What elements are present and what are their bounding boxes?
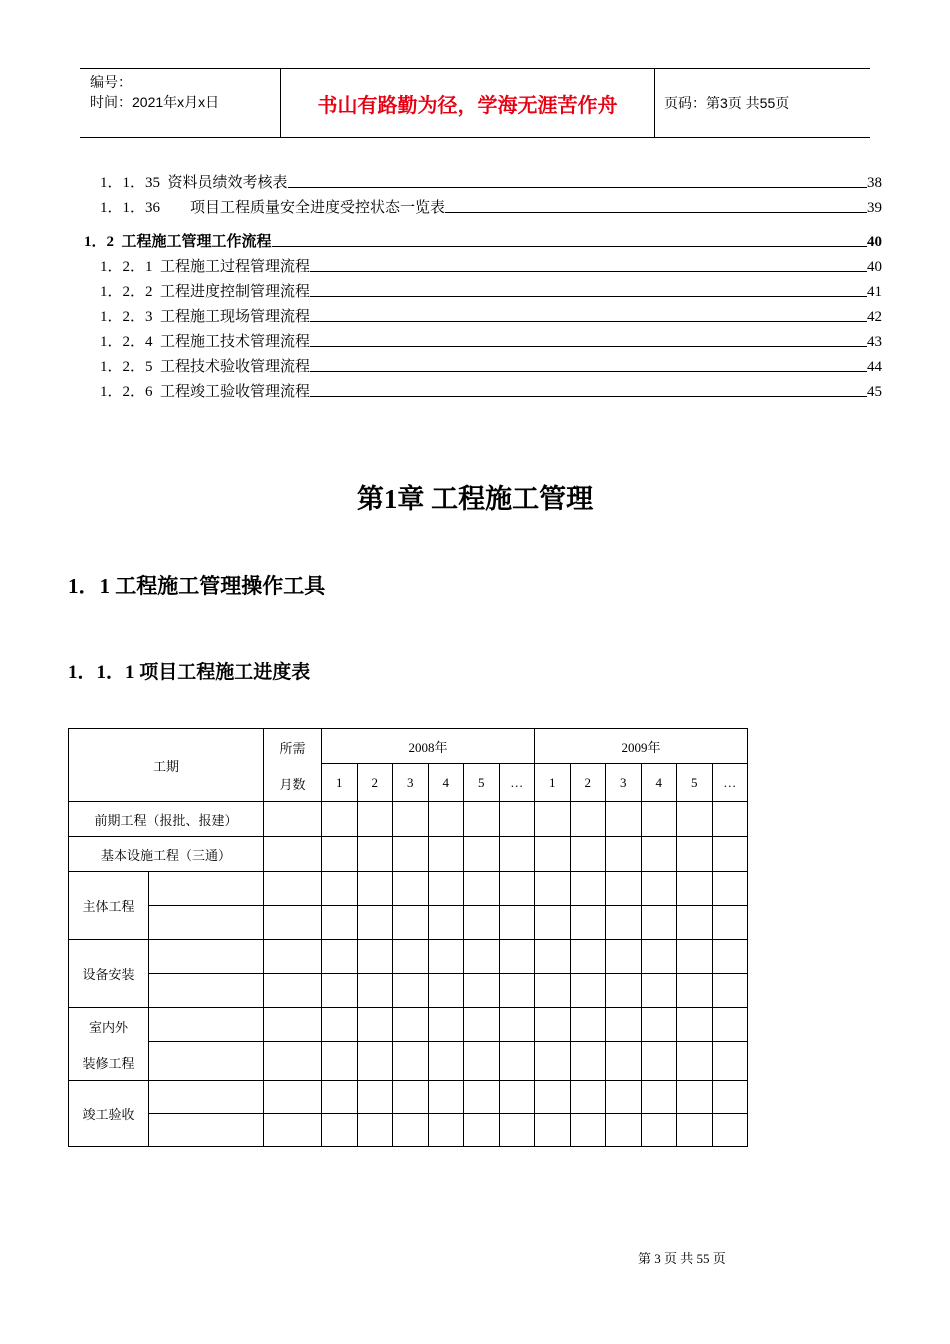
- grid-cell[interactable]: [641, 906, 677, 940]
- grid-cell[interactable]: [393, 1114, 429, 1147]
- toc-leader: [310, 371, 867, 372]
- grid-cell[interactable]: [677, 974, 713, 1008]
- grid-cell[interactable]: [464, 906, 500, 940]
- month-header: 3: [606, 764, 642, 802]
- toc-entry-text: 1．1．36 项目工程质量安全进度受控状态一览表: [100, 200, 446, 216]
- grid-cell[interactable]: [535, 1114, 571, 1147]
- sub-item-cell[interactable]: [149, 1008, 264, 1042]
- month-header: 2: [357, 764, 393, 802]
- sub-item-cell[interactable]: [149, 974, 264, 1008]
- grid-cell[interactable]: [677, 1081, 713, 1114]
- table-row: [69, 940, 748, 974]
- grid-cell[interactable]: [357, 1114, 393, 1147]
- table-row: [69, 837, 748, 872]
- grid-cell[interactable]: [641, 802, 677, 837]
- grid-cell[interactable]: [535, 974, 571, 1008]
- grid-cell[interactable]: [535, 1081, 571, 1114]
- table-row: [69, 1081, 748, 1114]
- grid-cell[interactable]: [712, 837, 748, 872]
- grid-cell[interactable]: [428, 940, 464, 974]
- table-row: [69, 872, 748, 906]
- toc-entry-page: 40: [867, 259, 882, 275]
- table-row: [69, 906, 748, 940]
- grid-cell[interactable]: [641, 974, 677, 1008]
- sub-item-cell[interactable]: [149, 940, 264, 974]
- toc-entry-page: 38: [867, 175, 882, 191]
- toc-leader: [445, 212, 867, 213]
- grid-cell[interactable]: [322, 872, 358, 906]
- months-cell[interactable]: [264, 1114, 322, 1147]
- row-label-equipment: 设备安装: [69, 940, 149, 1008]
- month-header: 1: [535, 764, 571, 802]
- grid-cell[interactable]: [428, 974, 464, 1008]
- grid-cell[interactable]: [677, 906, 713, 940]
- grid-cell[interactable]: [641, 872, 677, 906]
- toc-leader: [288, 187, 867, 188]
- grid-cell[interactable]: [570, 802, 606, 837]
- grid-cell[interactable]: [677, 802, 713, 837]
- row-label-main-structure: 主体工程: [69, 872, 149, 940]
- grid-cell[interactable]: [464, 940, 500, 974]
- toc-entry-text: 1．2 工程施工管理工作流程: [84, 234, 272, 250]
- schedule-table: [68, 728, 748, 1147]
- grid-cell[interactable]: [570, 974, 606, 1008]
- table-row: [69, 974, 748, 1008]
- grid-cell[interactable]: [322, 906, 358, 940]
- months-needed-header: [264, 729, 322, 802]
- toc-leader: [310, 271, 867, 272]
- grid-cell[interactable]: [357, 872, 393, 906]
- grid-cell[interactable]: [535, 837, 571, 872]
- grid-cell[interactable]: [535, 1008, 571, 1042]
- grid-cell[interactable]: [428, 802, 464, 837]
- grid-cell[interactable]: [322, 1081, 358, 1114]
- grid-cell[interactable]: [322, 1042, 358, 1081]
- grid-cell[interactable]: [641, 1042, 677, 1081]
- months-cell[interactable]: [264, 1081, 322, 1114]
- toc-leader: [310, 296, 867, 297]
- grid-cell[interactable]: [393, 1081, 429, 1114]
- grid-cell[interactable]: [606, 1042, 642, 1081]
- grid-cell[interactable]: [357, 1042, 393, 1081]
- grid-cell[interactable]: [428, 1042, 464, 1081]
- grid-cell[interactable]: [464, 1008, 500, 1042]
- year-2009-header: 2009年: [535, 729, 748, 764]
- grid-cell[interactable]: [570, 1081, 606, 1114]
- grid-cell[interactable]: [322, 1008, 358, 1042]
- grid-cell[interactable]: [322, 837, 358, 872]
- month-header: 4: [428, 764, 464, 802]
- grid-cell[interactable]: [499, 1042, 535, 1081]
- grid-cell[interactable]: [677, 1114, 713, 1147]
- grid-cell[interactable]: [641, 1081, 677, 1114]
- grid-cell[interactable]: [606, 1114, 642, 1147]
- toc-leader: [310, 321, 867, 322]
- header-time: 时间：2021年x月x日: [90, 94, 220, 110]
- grid-cell[interactable]: [499, 872, 535, 906]
- toc-entry[interactable]: [84, 229, 882, 251]
- grid-cell[interactable]: [570, 872, 606, 906]
- month-header: 5: [677, 764, 713, 802]
- grid-cell[interactable]: [570, 1008, 606, 1042]
- row-label-infrastructure: 基本设施工程（三通）: [69, 837, 264, 872]
- grid-cell[interactable]: [712, 802, 748, 837]
- months-cell[interactable]: [264, 1008, 322, 1042]
- grid-cell[interactable]: [464, 1042, 500, 1081]
- month-header: …: [499, 764, 535, 802]
- grid-cell[interactable]: [393, 974, 429, 1008]
- toc-entry-page: 45: [867, 384, 882, 400]
- months-cell[interactable]: [264, 802, 322, 837]
- grid-cell[interactable]: [499, 906, 535, 940]
- month-header: 5: [464, 764, 500, 802]
- grid-cell[interactable]: [641, 1114, 677, 1147]
- months-cell[interactable]: [264, 872, 322, 906]
- grid-cell[interactable]: [499, 1008, 535, 1042]
- grid-cell[interactable]: [712, 872, 748, 906]
- table-row: [69, 1114, 748, 1147]
- grid-cell[interactable]: [464, 1114, 500, 1147]
- grid-cell[interactable]: [428, 1114, 464, 1147]
- toc-entry-page: 42: [867, 309, 882, 325]
- toc-entry[interactable]: [100, 329, 882, 351]
- grid-cell[interactable]: [535, 906, 571, 940]
- toc-entry-page: 44: [867, 359, 882, 375]
- grid-cell[interactable]: [535, 872, 571, 906]
- grid-cell[interactable]: [606, 940, 642, 974]
- grid-cell[interactable]: [428, 906, 464, 940]
- grid-cell[interactable]: [357, 940, 393, 974]
- grid-cell[interactable]: [570, 906, 606, 940]
- month-header: 1: [322, 764, 358, 802]
- grid-cell[interactable]: [464, 802, 500, 837]
- grid-cell[interactable]: [322, 802, 358, 837]
- grid-cell[interactable]: [428, 872, 464, 906]
- grid-cell[interactable]: [357, 974, 393, 1008]
- grid-cell[interactable]: [393, 1042, 429, 1081]
- grid-cell[interactable]: [428, 837, 464, 872]
- grid-cell[interactable]: [393, 906, 429, 940]
- grid-cell[interactable]: [357, 802, 393, 837]
- toc-entry-page: 41: [867, 284, 882, 300]
- toc-entry-text: 1．1．35 资料员绩效考核表: [100, 175, 288, 191]
- table-row: [69, 802, 748, 837]
- toc-entry[interactable]: [100, 354, 882, 376]
- decoration-line1: 室内外: [88, 1019, 128, 1035]
- grid-cell[interactable]: [428, 1081, 464, 1114]
- grid-cell[interactable]: [322, 1114, 358, 1147]
- sub-item-cell[interactable]: [149, 1114, 264, 1147]
- grid-cell[interactable]: [499, 1114, 535, 1147]
- grid-cell[interactable]: [712, 1042, 748, 1081]
- sub-item-cell[interactable]: [149, 906, 264, 940]
- grid-cell[interactable]: [535, 1042, 571, 1081]
- decoration-line2: 装修工程: [82, 1055, 135, 1071]
- grid-cell[interactable]: [677, 940, 713, 974]
- grid-cell[interactable]: [606, 837, 642, 872]
- months-cell[interactable]: [264, 837, 322, 872]
- sub-item-cell[interactable]: [149, 872, 264, 906]
- toc-entry-text: 1．2．5 工程技术验收管理流程: [100, 359, 311, 375]
- row-label-preliminary: 前期工程（报批、报建）: [69, 802, 264, 837]
- grid-cell[interactable]: [606, 872, 642, 906]
- year-2008-header: 2008年: [322, 729, 535, 764]
- toc-entry-text: 1．2．2 工程进度控制管理流程: [100, 284, 311, 300]
- grid-cell[interactable]: [357, 1008, 393, 1042]
- header-page-info: 页码：第3页 共55页: [664, 95, 790, 111]
- sub-item-cell[interactable]: [149, 1081, 264, 1114]
- toc-entry-page: 39: [867, 200, 882, 216]
- grid-cell[interactable]: [570, 1042, 606, 1081]
- grid-cell[interactable]: [499, 940, 535, 974]
- header-motto: 书山有路勤为径，学海无涯苦作舟: [317, 94, 618, 117]
- grid-cell[interactable]: [393, 1008, 429, 1042]
- months-cell[interactable]: [264, 974, 322, 1008]
- grid-cell[interactable]: [499, 802, 535, 837]
- toc-entry[interactable]: [100, 254, 882, 276]
- toc-entry[interactable]: [100, 279, 882, 301]
- toc-entry-text: 1．2．4 工程施工技术管理流程: [100, 334, 311, 350]
- grid-cell[interactable]: [499, 974, 535, 1008]
- toc-entry-text: 1．2．3 工程施工现场管理流程: [100, 309, 311, 325]
- page-header: [80, 68, 870, 138]
- row-label-acceptance: 竣工验收: [69, 1081, 149, 1147]
- toc-entry[interactable]: [100, 195, 882, 217]
- months-cell[interactable]: [264, 1042, 322, 1081]
- grid-cell[interactable]: [357, 1081, 393, 1114]
- grid-cell[interactable]: [570, 1114, 606, 1147]
- toc-entry-text: 1．2．6 工程竣工验收管理流程: [100, 384, 311, 400]
- header-code: 编号：: [90, 74, 132, 90]
- grid-cell[interactable]: [712, 940, 748, 974]
- grid-cell[interactable]: [535, 940, 571, 974]
- grid-cell[interactable]: [393, 802, 429, 837]
- grid-cell[interactable]: [712, 1114, 748, 1147]
- month-header: 2: [570, 764, 606, 802]
- grid-cell[interactable]: [535, 802, 571, 837]
- sub-item-cell[interactable]: [149, 1042, 264, 1081]
- months-cell[interactable]: [264, 906, 322, 940]
- grid-cell[interactable]: [428, 1008, 464, 1042]
- grid-cell[interactable]: [677, 1042, 713, 1081]
- page-footer: 第 3 页 共 55 页: [638, 1251, 726, 1266]
- toc-entry-text: 1．2．1 工程施工过程管理流程: [100, 259, 311, 275]
- period-header: 工期: [69, 729, 264, 802]
- grid-cell[interactable]: [464, 872, 500, 906]
- grid-cell[interactable]: [499, 1081, 535, 1114]
- row-label-decoration: [69, 1008, 149, 1081]
- grid-cell[interactable]: [570, 940, 606, 974]
- toc-entry[interactable]: [100, 379, 882, 401]
- months-needed-line1: 所需: [279, 740, 306, 756]
- month-header: …: [712, 764, 748, 802]
- grid-cell[interactable]: [464, 837, 500, 872]
- grid-cell[interactable]: [322, 974, 358, 1008]
- grid-cell[interactable]: [606, 802, 642, 837]
- grid-cell[interactable]: [464, 974, 500, 1008]
- chapter-title: 第1章 工程施工管理: [356, 484, 594, 514]
- toc-leader: [310, 396, 867, 397]
- grid-cell[interactable]: [606, 1008, 642, 1042]
- header-left: [90, 72, 280, 112]
- months-cell[interactable]: [264, 940, 322, 974]
- toc-leader: [310, 346, 867, 347]
- grid-cell[interactable]: [357, 906, 393, 940]
- grid-cell[interactable]: [712, 906, 748, 940]
- grid-cell[interactable]: [606, 974, 642, 1008]
- grid-cell[interactable]: [464, 1081, 500, 1114]
- grid-cell[interactable]: [393, 872, 429, 906]
- toc-entry-page: 43: [867, 334, 882, 350]
- grid-cell[interactable]: [393, 940, 429, 974]
- grid-cell[interactable]: [641, 837, 677, 872]
- subsection-title: 1．1．1 项目工程施工进度表: [68, 662, 311, 683]
- month-header: 3: [393, 764, 429, 802]
- toc-entry-page: 40: [867, 234, 882, 250]
- toc-entry[interactable]: [100, 170, 882, 192]
- grid-cell[interactable]: [322, 940, 358, 974]
- toc-entry[interactable]: [100, 304, 882, 326]
- grid-cell[interactable]: [606, 1081, 642, 1114]
- grid-cell[interactable]: [606, 906, 642, 940]
- header-divider: [654, 69, 655, 137]
- grid-cell[interactable]: [677, 837, 713, 872]
- grid-cell[interactable]: [393, 837, 429, 872]
- months-needed-line2: 月数: [279, 776, 306, 792]
- grid-cell[interactable]: [641, 940, 677, 974]
- table-row: [69, 1042, 748, 1081]
- grid-cell[interactable]: [677, 872, 713, 906]
- grid-cell[interactable]: [641, 1008, 677, 1042]
- section-title: 1．1 工程施工管理操作工具: [68, 574, 326, 598]
- table-row: [69, 1008, 748, 1042]
- toc-leader: [272, 246, 867, 247]
- grid-cell[interactable]: [499, 837, 535, 872]
- grid-cell[interactable]: [357, 837, 393, 872]
- grid-cell[interactable]: [712, 1081, 748, 1114]
- grid-cell[interactable]: [712, 1008, 748, 1042]
- month-header: 4: [641, 764, 677, 802]
- grid-cell[interactable]: [677, 1008, 713, 1042]
- grid-cell[interactable]: [712, 974, 748, 1008]
- grid-cell[interactable]: [570, 837, 606, 872]
